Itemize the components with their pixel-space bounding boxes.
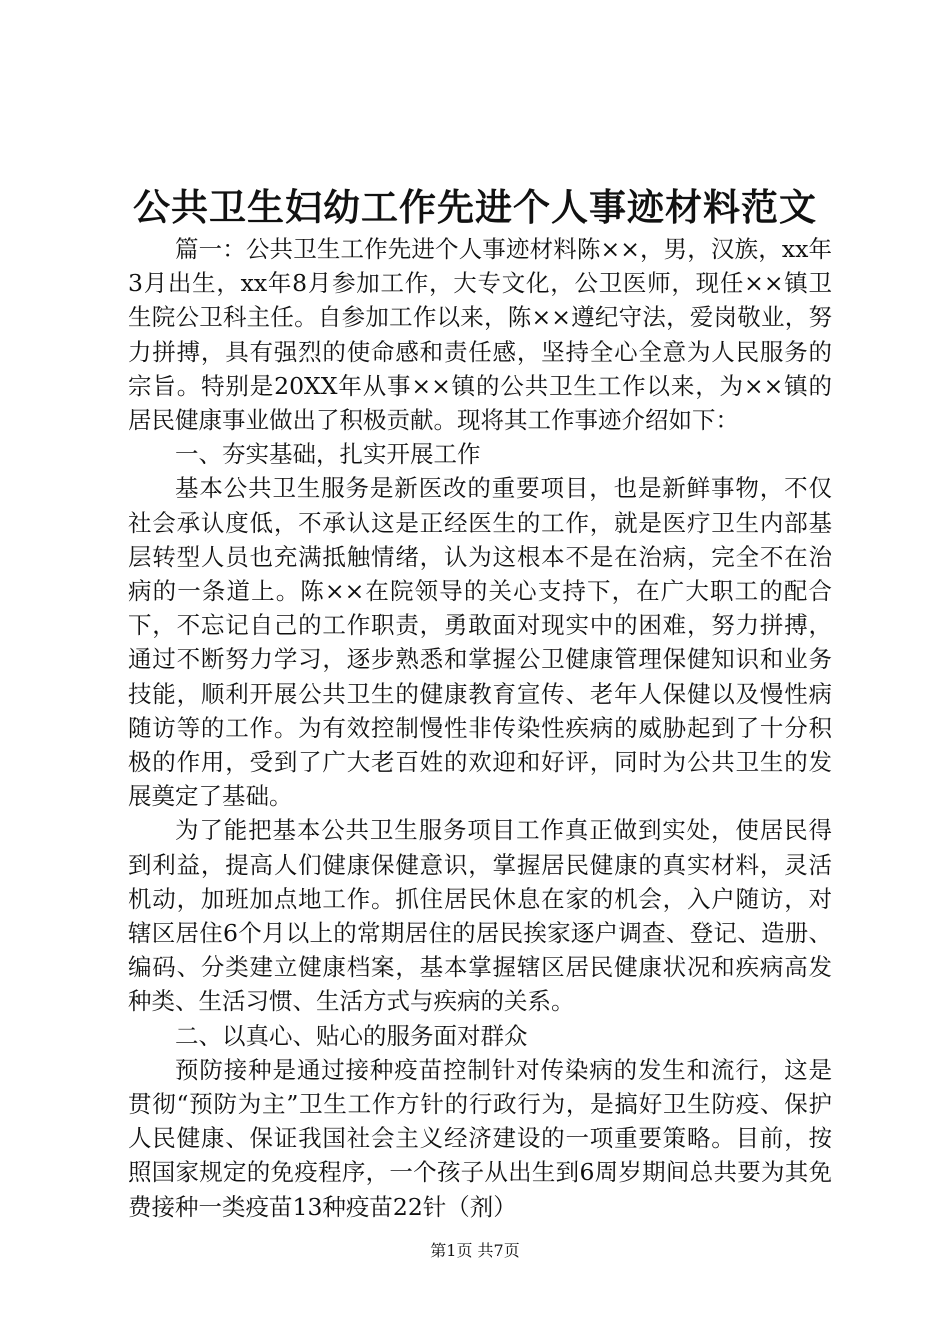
paragraph-section-2-a: 预防接种是通过接种疫苗控制针对传染病的发生和流行，这是贯彻“预防为主”卫生工作方针的行政行为，是搞好卫生防疫、保护人民健康、保证我国社会主义经济建设的一项重要策略。目前，按照国家规定的免疫程序，一个孩子从出生到6周岁期间总共要为其免费接种一类疫苗13种疫苗22针（剂） <box>128 1055 832 1221</box>
page-number-footer: 第1页 共7页 <box>430 1241 520 1260</box>
paragraph-intro: 篇一：公共卫生工作先进个人事迹材料陈××，男，汉族，xx年3月出生，xx年8月参加工作，大专文化，公卫医师，现任××镇卫生院公卫科主任。自参加工作以来，陈××遵纪守法，爱岗敬业，努力拼搏，具有强烈的使命感和责任感，坚持全心全意为人民服务的宗旨。特别是20XX年从事××镇的公共卫生工作以来，为××镇的居民健康事业做出了积极贡献。现将其工作事迹介绍如下： <box>128 235 832 435</box>
document-body <box>128 232 832 1224</box>
paragraph-section-1-b: 为了能把基本公共卫生服务项目工作真正做到实处，使居民得到利益，提高人们健康保健意识，掌握居民健康的真实材料，灵活机动，加班加点地工作。抓住居民休息在家的机会，入户随访，对辖区居住6个月以上的常期居住的居民挨家逐户调查、登记、造册、编码、分类建立健康档案，基本掌握辖区居民健康状况和疾病高发种类、生活习惯、生活方式与疾病的关系。 <box>128 816 832 1016</box>
section-heading-2: 二、以真心、贴心的服务面对群众 <box>175 1021 528 1050</box>
document-title: 公共卫生妇幼工作先进个人事迹材料范文 <box>133 185 817 229</box>
section-heading-1: 一、夯实基础，扎实开展工作 <box>175 440 481 469</box>
paragraph-section-1-a: 基本公共卫生服务是新医改的重要项目，也是新鲜事物，不仅社会承认度低，不承认这是正经医生的工作，就是医疗卫生内部基层转型人员也充满抵触情绪，认为这根本不是在治病，完全不在治病的一条道上。陈××在院领导的关心支持下，在广大职工的配合下，不忘记自己的工作职责，勇敢面对现实中的困难，努力拼搏，通过不断努力学习，逐步熟悉和掌握公卫健康管理保健知识和业务技能，顺利开展公共卫生的健康教育宣传、老年人保健以及慢性病随访等的工作。为有效控制慢性非传染性疾病的威胁起到了十分积极的作用，受到了广大老百姓的欢迎和好评，同时为公共卫生的发展奠定了基础。 <box>128 474 832 811</box>
